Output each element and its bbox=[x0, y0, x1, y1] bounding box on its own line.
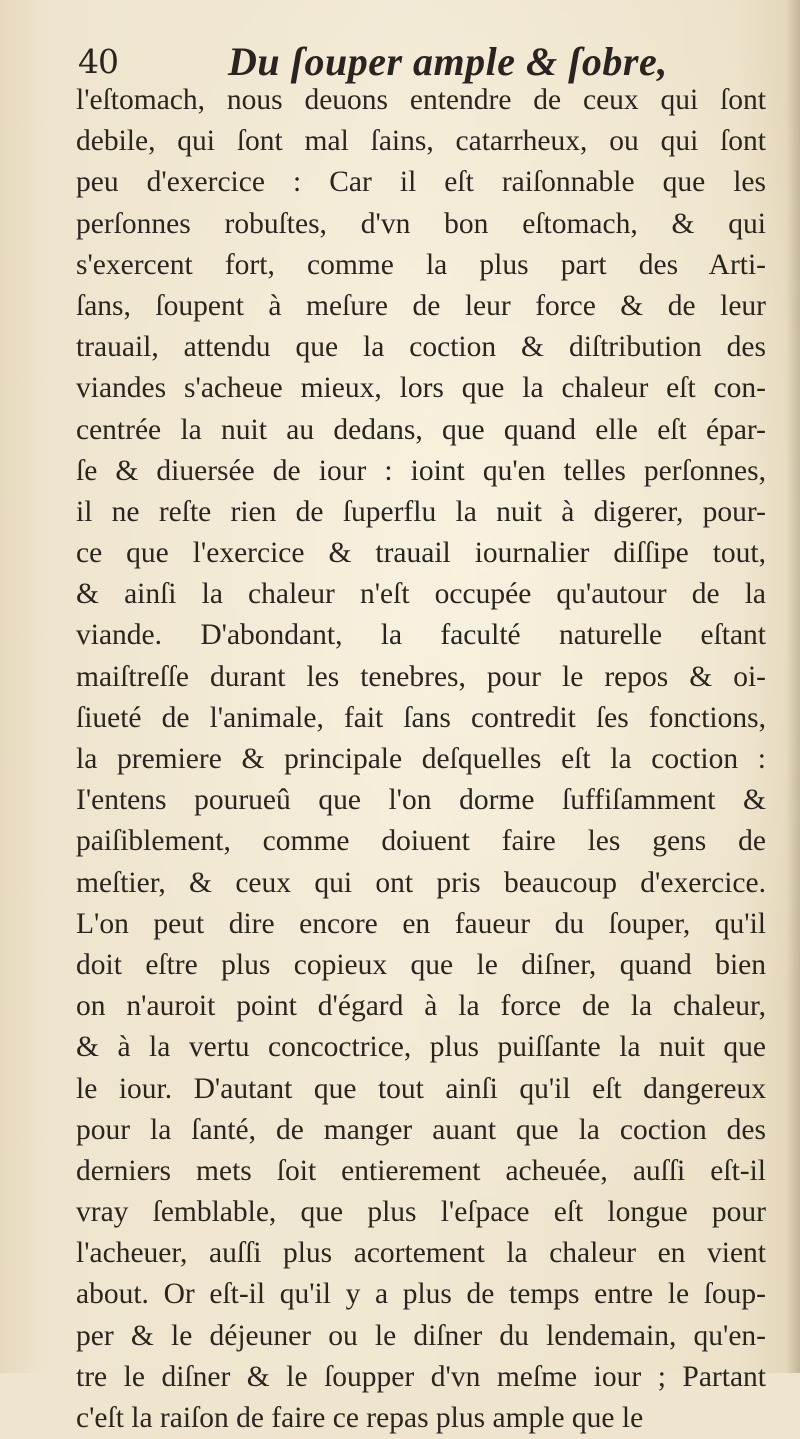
text-line: tre le diſner & le ſoupper d'vn meſme iour ; Partant bbox=[76, 1360, 766, 1393]
text-line: l'eſtomach, nous deuons entendre de ceux qui ſont bbox=[76, 84, 766, 116]
text-line: trauail, attendu que la coction & diſtribution des bbox=[76, 331, 766, 364]
text-line: viande. D'abondant, la faculté naturelle eſtant bbox=[76, 619, 766, 652]
text-line: ſans, ſoupent à meſure de leur force & de leur bbox=[76, 289, 766, 322]
text-line: le iour. D'autant que tout ainſi qu'il eſt dangereux bbox=[76, 1072, 766, 1105]
text-line: vray ſemblable, que plus l'eſpace eſt longue pour bbox=[76, 1196, 766, 1229]
text-line: ſiueté de l'animale, fait ſans contredit ſes fonctions, bbox=[76, 701, 766, 734]
text-line: l'acheuer, auſſi plus acortement la chaleur en vient bbox=[76, 1237, 766, 1270]
text-line: centrée la nuit au dedans, que quand elle eſt épar- bbox=[76, 413, 766, 446]
text-line: L'on peut dire encore en faueur du ſouper, qu'il bbox=[76, 907, 766, 940]
text-line: la premiere & principale deſquelles eſt la coction : bbox=[76, 743, 766, 775]
text-line: per & le déjeuner ou le diſner du lendemain, qu'en- bbox=[76, 1319, 766, 1352]
text-line: c'eſt la raiſon de faire ce repas plus ample que le bbox=[76, 1402, 644, 1434]
text-line: paiſiblement, comme doiuent faire les gens de bbox=[76, 825, 766, 858]
text-line: viandes s'acheue mieux, lors que la chaleur eſt con- bbox=[76, 372, 766, 405]
text-line: peu d'exercice : Car il eſt raiſonnable que les bbox=[76, 166, 766, 199]
text-line: debile, qui ſont mal ſains, catarrheux, ou qui ſont bbox=[76, 125, 766, 158]
text-line: derniers mets ſoit entierement acheuée, auſſi eſt-il bbox=[76, 1154, 766, 1187]
text-line: s'exercent fort, comme la plus part des Arti- bbox=[76, 248, 766, 281]
text-line: on n'auroit point d'égard à la force de la chaleur, bbox=[76, 990, 766, 1023]
body-text bbox=[76, 80, 766, 1439]
text-line: I'entens pourueû que l'on dorme ſuffiſamment & bbox=[76, 784, 766, 817]
text-line: about. Or eſt-il qu'il y a plus de temps entre le ſoup- bbox=[76, 1278, 766, 1311]
text-line: perſonnes robuſtes, d'vn bon eſtomach, & qui bbox=[76, 207, 766, 240]
text-line: pour la ſanté, de manger auant que la coction des bbox=[76, 1113, 766, 1146]
text-line: il ne reſte rien de ſuperflu la nuit à digerer, pour- bbox=[76, 495, 766, 528]
text-line: ce que l'exercice & trauail iournalier diſſipe tout, bbox=[76, 537, 766, 570]
text-line: meſtier, & ceux qui ont pris beaucoup d'exercice. bbox=[76, 866, 766, 899]
text-line: maiſtreſſe durant les tenebres, pour le repos & oi- bbox=[76, 660, 766, 693]
text-line: & ainſi la chaleur n'eſt occupée qu'autour de la bbox=[76, 578, 766, 611]
running-head: Du ſouper ample & ſobre, bbox=[228, 39, 668, 84]
text-line: ſe & diuersée de iour : ioint qu'en telles perſonnes, bbox=[76, 454, 766, 487]
page-number: 40 bbox=[78, 42, 118, 81]
text-line: doit eſtre plus copieux que le diſner, quand bien bbox=[76, 948, 766, 981]
text-line: & à la vertu concoctrice, plus puiſſante la nuit que bbox=[76, 1031, 766, 1064]
